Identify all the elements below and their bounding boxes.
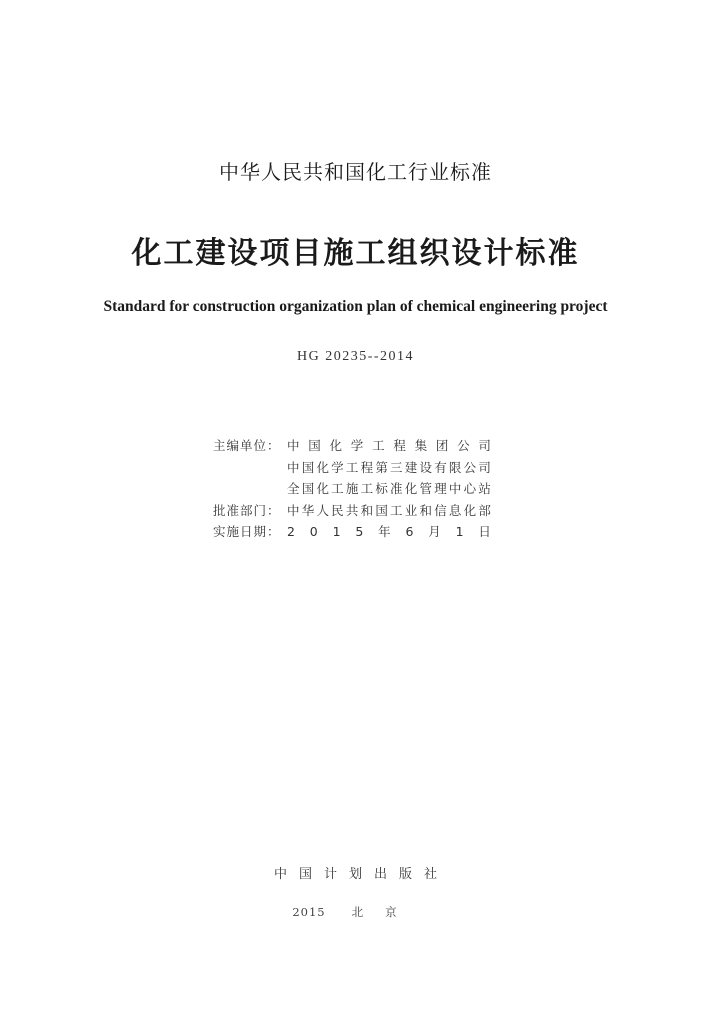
info-row-co-editor-1 [213, 457, 491, 479]
info-label [213, 478, 287, 500]
info-label: 实施日期： [213, 524, 281, 539]
info-label [213, 457, 287, 479]
publication-place [0, 904, 711, 920]
publication-city: 北京 [351, 905, 419, 919]
standard-code: HG 20235--2014 [296, 349, 415, 364]
info-label: 主编单位： [213, 438, 281, 453]
info-value: 中 华 人 民 共 和 国 工 业 和 信 息 化 部 [287, 502, 491, 518]
info-row-co-editor-2 [213, 478, 491, 500]
info-row-chief-editor [213, 435, 491, 457]
info-value: 中 国 化 学 工 程 第 三 建 设 有 限 公 司 [287, 459, 491, 475]
publication-year: 2015 [292, 905, 326, 919]
info-label: 批准部门： [213, 502, 281, 518]
editorial-info [213, 435, 491, 543]
english-title: Standard for construction organization plan of chemical engineering project [103, 298, 608, 315]
info-value: 全 国 化 工 施 工 标 准 化 管 理 中 心 站 [287, 481, 491, 496]
info-row-approval [213, 500, 491, 522]
publisher: 中国计划出版社 [273, 867, 449, 882]
info-value: 中 国 化 学 工 程 集 团 公 司 [287, 438, 491, 453]
page-title: 化工建设项目施工组织设计标准 [131, 236, 580, 271]
standard-category: 中华人民共和国化工行业标准 [219, 160, 492, 184]
info-value: 2 0 1 5 年 6 月 1 日 [287, 524, 491, 539]
info-row-effective-date [213, 521, 491, 543]
